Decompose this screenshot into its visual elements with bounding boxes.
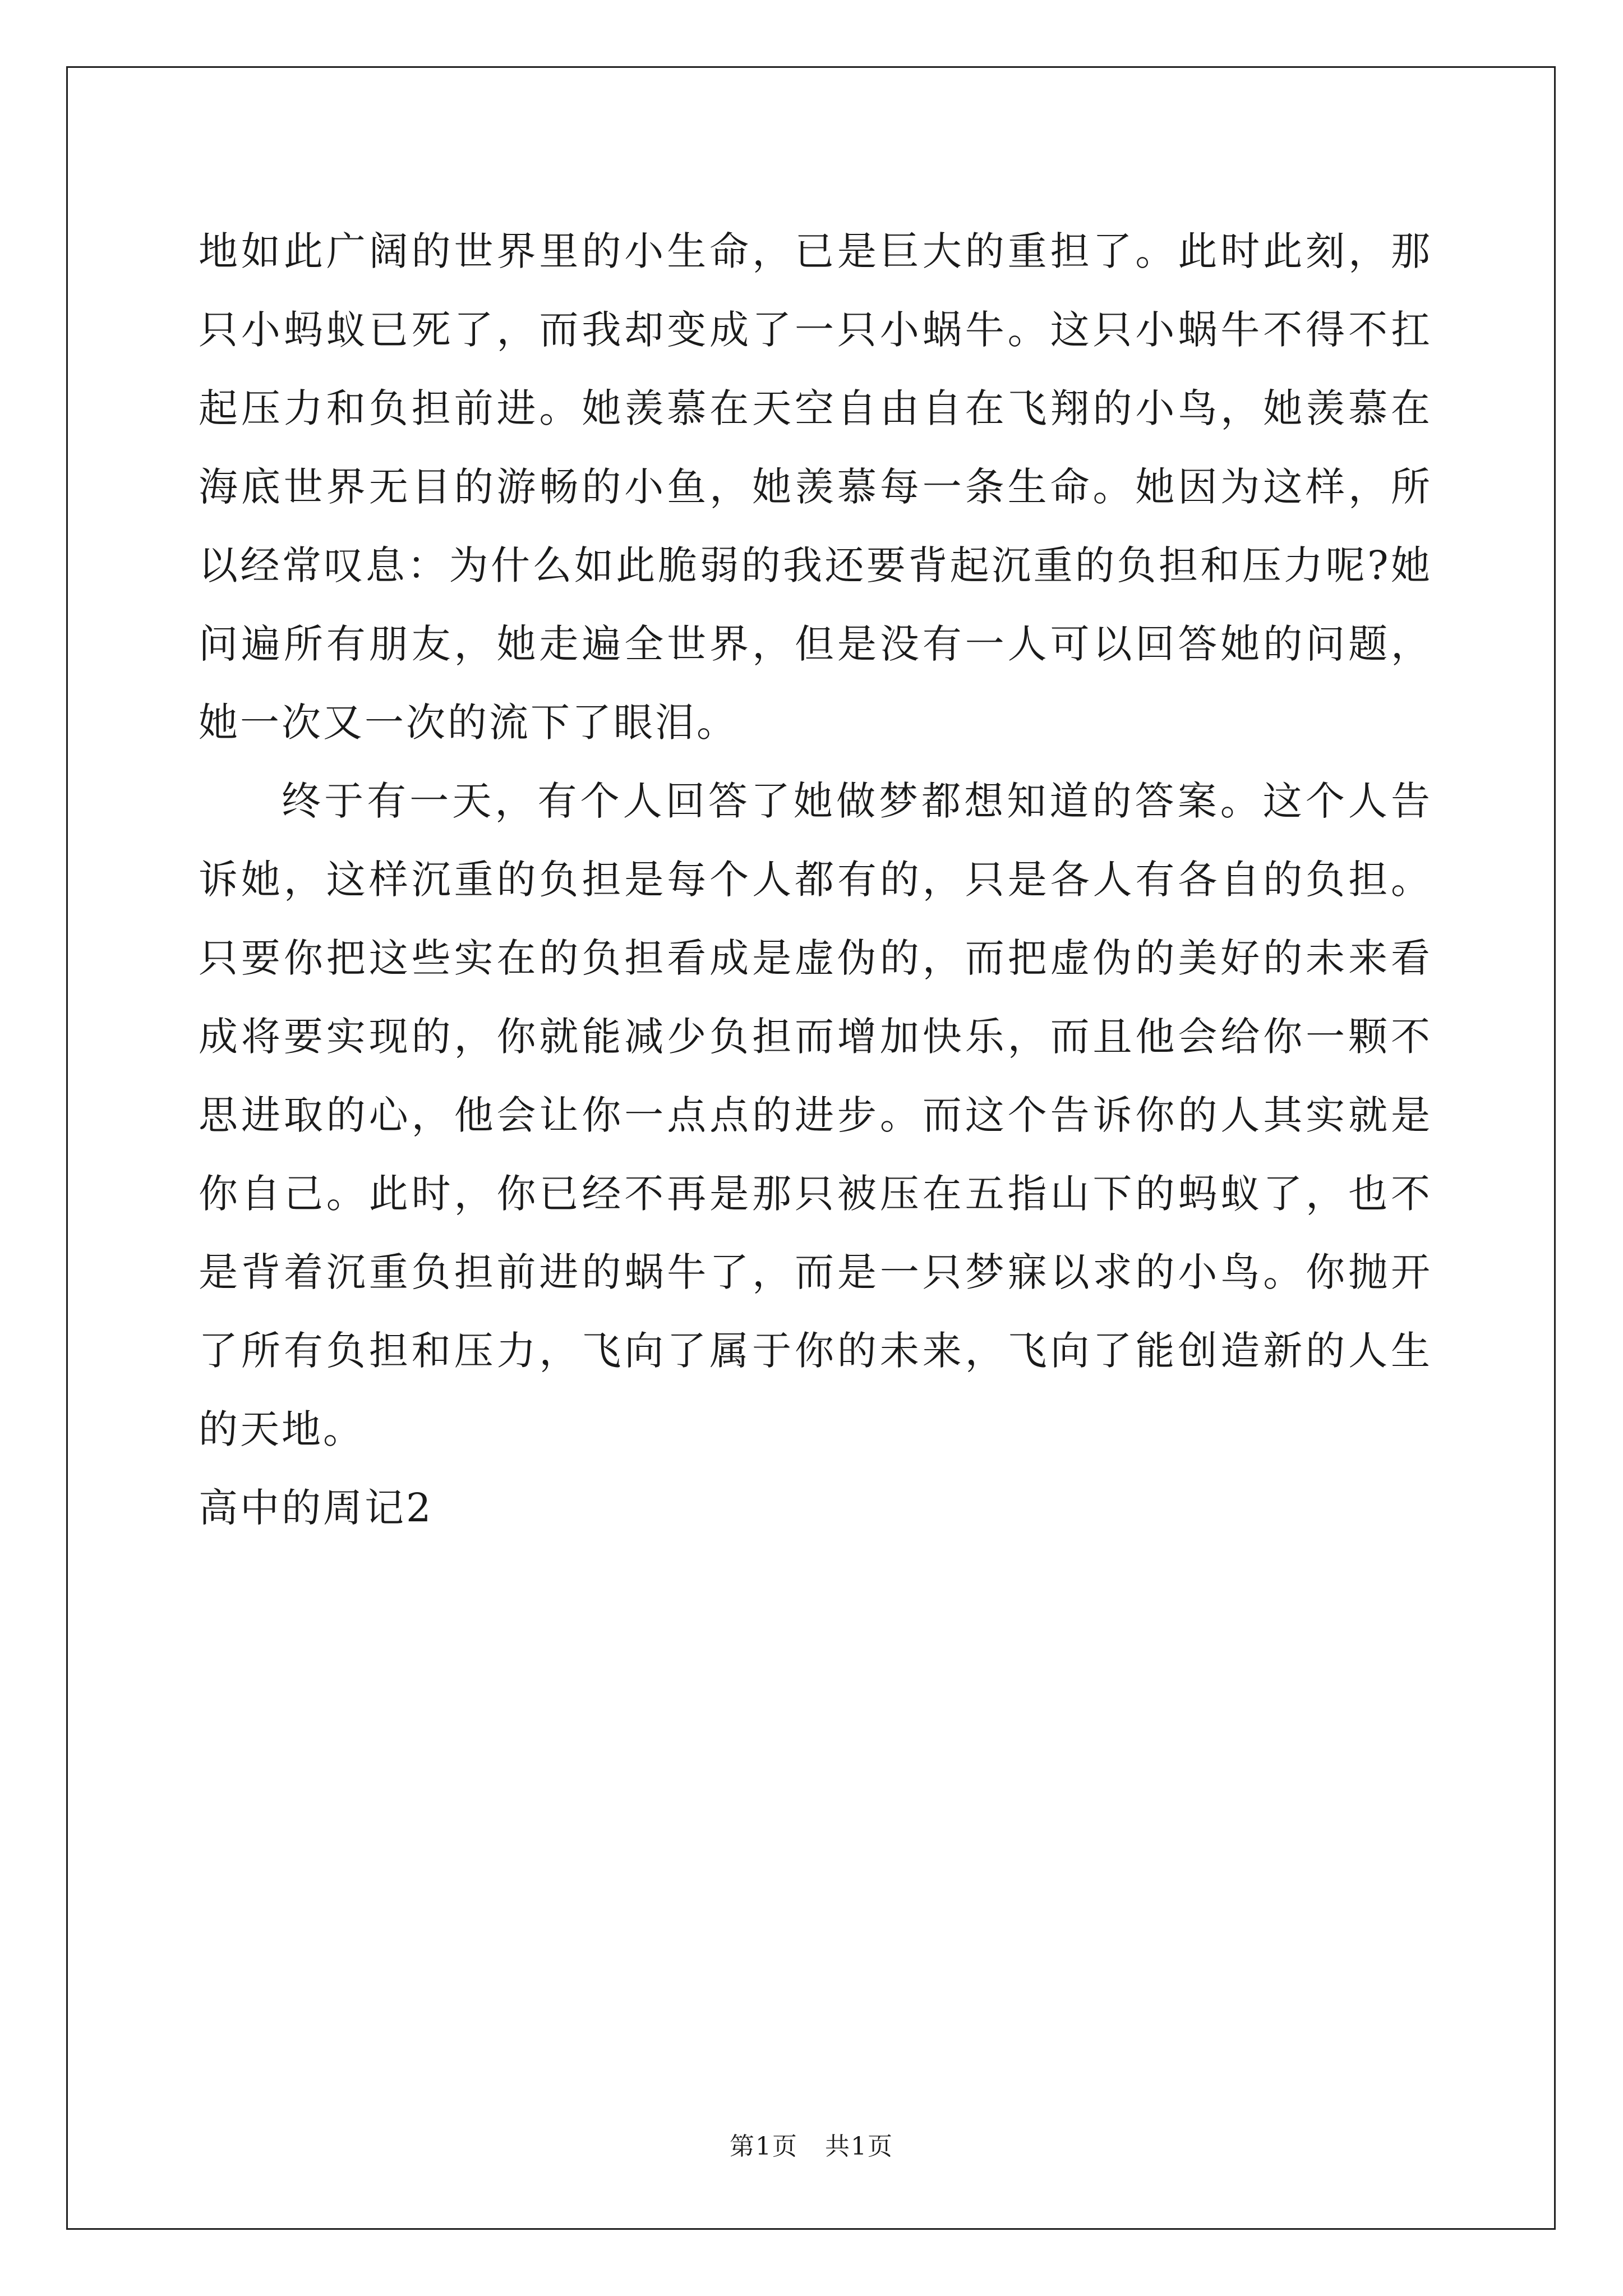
document-body bbox=[199, 212, 1432, 1547]
page-number: 第1页 bbox=[730, 2132, 799, 2161]
paragraph-1: 地如此广阔的世界里的小生命，已是巨大的重担了。此时此刻，那只小蚂蚁已死了，而我却变成了一只小蜗牛。这只小蜗牛不得不扛起压力和负担前进。她羡慕在天空自由自在飞翔的小鸟，她羡慕在海底世界无目的游畅的小鱼，她羡慕每一条生命。她因为这样，所以经常叹息：为什么如此脆弱的我还要背起沉重的负担和压力呢?她问遍所有朋友，她走遍全世界，但是没有一人可以回答她的问题，她一次又一次的流下了眼泪。 bbox=[199, 228, 1432, 746]
paragraph-2: 终于有一天，有个人回答了她做梦都想知道的答案。这个人告诉她，这样沉重的负担是每个人都有的，只是各人有各自的负担。只要你把这些实在的负担看成是虚伪的，而把虚伪的美好的未来看成将要实现的，你就能减少负担而增加快乐，而且他会给你一颗不思进取的心，他会让你一点点的进步。而这个告诉你的人其实就是你自己。此时，你已经不再是那只被压在五指山下的蚂蚁了，也不是背着沉重负担前进的蜗牛了，而是一只梦寐以求的小鸟。你抛开了所有负担和压力，飞向了属于你的未来，飞向了能创造新的人生的天地。 bbox=[199, 778, 1432, 1452]
footer-separator bbox=[798, 2132, 825, 2161]
page-footer bbox=[0, 2126, 1623, 2162]
page-total: 共1页 bbox=[824, 2132, 893, 2161]
section-heading: 高中的周记2 bbox=[199, 1485, 434, 1531]
